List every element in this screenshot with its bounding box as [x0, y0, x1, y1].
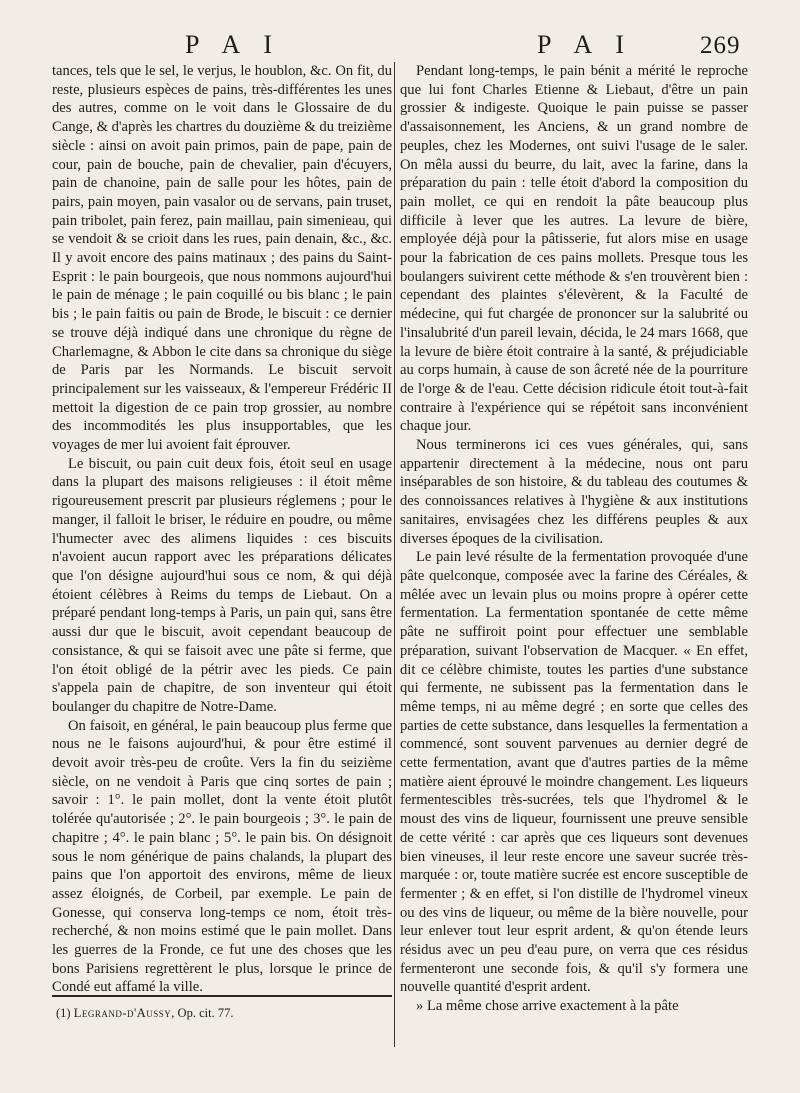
footnote-reference: , Op. cit. 77. [171, 1006, 234, 1020]
footnote [56, 1005, 396, 1021]
right-column [400, 62, 748, 1016]
left-paragraph-2: Le biscuit, ou pain cuit deux fois, étoit seul en usage dans la plupart des maisons religieuses : il étoit même rigoureusement prescrit par plusieurs réglemens ; pour le manger, il falloit le briser, le réduire en poudre, ou même l'humecter avec des alimens liquides : ces biscuits n'avoient aucun rapport avec les préparations délicates que l'on désigne aujourd'hui sous ce nom, & qui déjà étoient célèbres à Reims du temps de Liebaut. On a préparé pendant long-temps à Paris, un pain qui, sans être aussi dur que le biscuit, avoit cependant beaucoup de consistance, & qui se faisoit avec une pâte si ferme, que l'on étoit obligé de la pétrir avec les pieds. Ce pain s'appela pain de chapitre, de son inventeur qui étoit boulanger du chapitre de Notre-Dame. [52, 455, 392, 715]
left-paragraph-1: tances, tels que le sel, le verjus, le houblon, &c. On fit, du reste, plusieurs espèces de pains, très-différentes les unes des autres, comme on le voit dans le Glossaire de du Cange, & d'après les chartres du douzième & du treizième siècle : ainsi on avoit pain primos, pain de pape, pain de cour, pain de bouche, pain de chevalier, pain d'écuyers, pain de chanoine, pain de salle pour les hôtes, pain de pairs, pain moyen, pain vasalor ou de servans, pain truset, pain tribolet, pain ferez, pain maillau, pain simenieau, qui se vendoit & se crioit dans les rues, pain denain, &c., &c. Il y avoit encore des pains matinaux ; des pains du Saint-Esprit : le pain bourgeois, que nous nommons aujourd'hui le pain de ménage ; le pain coquillé ou bis blanc ; le pain bis ; le pain faitis ou pain de Brode, le biscuit : ce dernier se trouve déjà indiqué dans une chronique du règne de Charlemagne, & Abbon le cite dans sa chronique du siège de Paris par les Normands. Le biscuit servoit principalement sur les vaisseaux, & l'empereur Frédéric II mettoit la digestion de ce pain trop grossier, au nombre des incommodités les plus insupportables, que les voyages de mer lui avoient fait éprouver. [52, 63, 392, 454]
right-paragraph-2: Nous terminerons ici ces vues générales, qui, sans appartenir directement à la médecine, nous ont paru inséparables de son histoire, & du tableau des coutumes & des connoissances relatives à l'hygiène & aux institutions sanitaires, envisagées chez les différens peuples & aux diverses époques de la civilisation. [400, 437, 748, 547]
right-running-title: P A I [537, 30, 634, 59]
page-number: 269 [700, 32, 741, 59]
footnote-marker: (1) [56, 1006, 71, 1020]
left-column [52, 62, 392, 997]
right-paragraph-4: » La même chose arrive exactement à la pâte [416, 998, 679, 1015]
right-paragraph-3: Le pain levé résulte de la fermentation provoquée d'une pâte quelconque, composée avec la farine des Céréales, & mêlée avec un levain plus ou moins propre à opérer cette fermentation. La fermentation spontanée de cette même pâte ne suffiroit point pour effectuer une semblable préparation, suivant l'observation de Macquer. « En effet, dit ce célèbre chimiste, toutes les parties d'une substance qui fermente, ne subissent pas la fermentation dans le même temps, ni au même degré ; en sorte que celles des parties de cette substance, dans lesquelles la fermentation a commencé, sont souvent parvenues au dernier degré de cette fermentation, avant que d'autres parties de la même matière aient éprouvé le moindre changement. Les liqueurs fermentescibles très-sucrées, tels que l'hydromel & le moust des vins de liqueur, fournissent une preuve sensible de cette vérité : car après que ces liqueurs sont devenues bien vineuses, il leur reste encore une saveur sucrée très-marquée : or, toute matière sucrée est encore susceptible de fermenter ; & en effet, si l'on distille de l'hydromel vineux ou des vins de liqueur, ou même de la bière nouvelle, pour leur enlever tout leur esprit ardent, & qu'on étende leurs résidus avec un peu d'eau pure, on verra que ces résidus fermenteront une seconde fois, & qu'il s'y formera une nouvelle quantité d'esprit ardent. [400, 549, 748, 996]
left-running-title: P A I [185, 30, 282, 59]
right-paragraph-1: Pendant long-temps, le pain bénit a mérité le reproche que lui font Charles Etienne & Liebaut, d'être un pain grossier & indigeste. Quoique le pain puisse se passer d'assaisonnement, les Anciens, & un grand nombre de peuples, chez les Modernes, ont suivi l'usage de le saler. On mêla aussi du beurre, du lait, avec la farine, dans la préparation du pain : telle étoit d'abord la composition du pain mollet, ce qui en rendoit la pâte beaucoup plus difficile à lever que les autres. La levure de bière, employée déjà pour la pâtisserie, fut alors mise en usage pour la fabrication de ces pains mollets. Presque tous les boulangers suivirent cette méthode & s'en trouvèrent bien : cependant des plaintes s'élevèrent, & la Faculté de médecine, qui fut chargée de prononcer sur la salubrité ou l'insalubrité d'un pareil levain, décida, le 24 mars 1668, que la levure de bière étoit contraire à la santé, & préjudiciable au corps humain, à cause de son âcreté née de la pourriture de l'orge & de l'eau. Cette décision ridicule étoit tout-à-fait contraire à l'expérience qui se répétoit sans inconvénient chaque jour. [400, 63, 748, 435]
column-divider [394, 62, 395, 1047]
left-paragraph-3: On faisoit, en général, le pain beaucoup plus ferme que nous ne le faisons aujourd'hui, & pour être estimé il devoit avoir très-peu de croûte. Vers la fin du seizième siècle, on ne vendoit à Paris que cinq sortes de pain ; savoir : 1°. le pain mollet, dont la vente étoit plutôt tolérée qu'autorisée ; 2°. le pain bourgeois ; 3°. le pain de chapitre ; 4°. le pain blanc ; 5°. le pain bis. On désignoit sous le nom générique de pains chalands, la plupart des pains que l'on apportoit des environs, même de lieux assez éloignés, de Corbeil, par exemple. Le pain de Gonesse, qui conserva long-temps ce nom, étoit très-recherché, & non moins estimé que le pain mollet. Dans les guerres de la Fronde, ce fut une des choses que les bons Parisiens regrettèrent le plus, lorsque le prince de Condé eut affamé la ville. [52, 717, 392, 996]
running-head [0, 30, 800, 60]
footnote-rule [52, 995, 392, 997]
footnote-author: Legrand-d'Aussy [73, 1006, 172, 1020]
